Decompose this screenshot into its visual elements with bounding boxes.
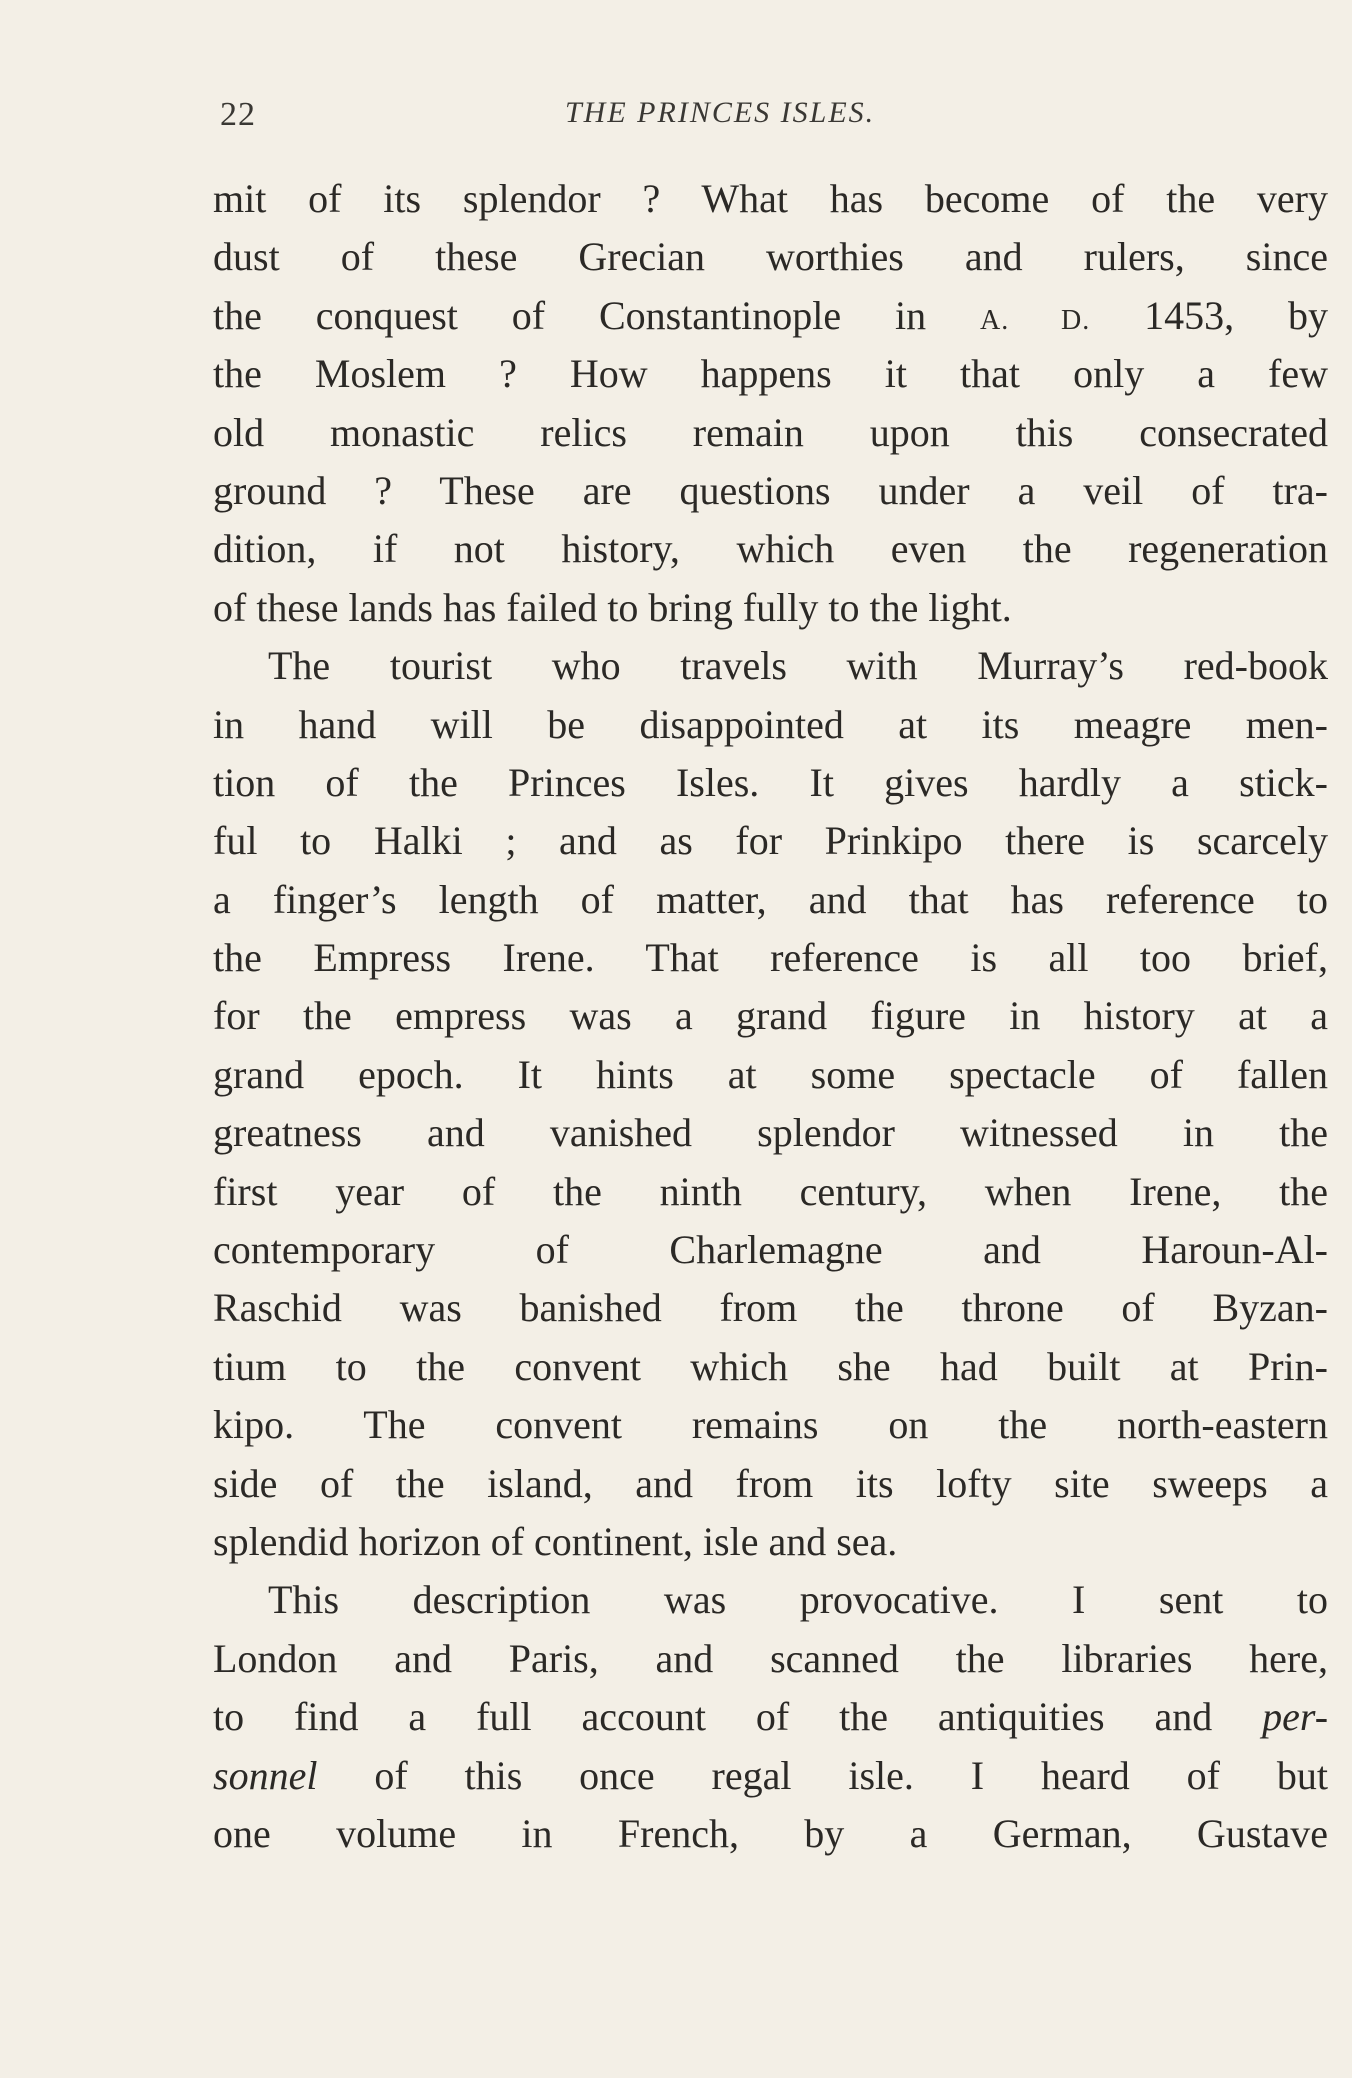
- text-line: [213, 287, 1328, 345]
- text-line: dust of these Grecian worthies and rulers, since: [213, 234, 1328, 280]
- text-line: the Moslem ? How happens it that only a few: [213, 351, 1328, 397]
- text-line: a finger’s length of matter, and that has reference to: [213, 876, 1328, 922]
- text-line: Raschid was banished from the throne of Byzan-: [213, 1285, 1328, 1331]
- running-head: [0, 96, 1352, 140]
- text-line: tion of the Princes Isles. It gives hardly a stick-: [213, 759, 1328, 805]
- text-segment: 1453, by: [1144, 292, 1328, 338]
- text-line: grand epoch. It hints at some spectacle of fallen: [213, 1051, 1328, 1097]
- text-line: one volume in French, by a German, Gustave: [213, 1810, 1328, 1856]
- text-line: mit of its splendor ? What has become of the very: [213, 176, 1328, 221]
- text-line: of these lands has failed to bring fully to the light.: [213, 584, 1012, 630]
- text-line: in hand will be disappointed at its meagre men-: [213, 701, 1328, 747]
- text-line: ful to Halki ; and as for Prinkipo there is scarcely: [213, 818, 1328, 864]
- text-line: The tourist who travels with Murray’s red-book: [268, 643, 1328, 689]
- body-text: [213, 170, 1328, 1863]
- text-line: tium to the convent which she had built at Prin-: [213, 1343, 1328, 1389]
- text-line: London and Paris, and scanned the libraries here,: [213, 1635, 1328, 1681]
- era-abbreviation: A. D.: [979, 304, 1091, 336]
- italic-word: per-: [1262, 1694, 1328, 1740]
- running-title: THE PRINCES ISLES.: [565, 96, 876, 129]
- text-line: [213, 1747, 1328, 1805]
- text-line: first year of the ninth century, when Irene, the: [213, 1168, 1328, 1214]
- text-line: side of the island, and from its lofty site sweeps a: [213, 1460, 1328, 1506]
- text-line: ground ? These are questions under a veil of tra-: [213, 467, 1328, 513]
- text-line: This description was provocative. I sent to: [268, 1577, 1328, 1623]
- text-segment: the conquest of Constantinople in: [213, 292, 927, 338]
- text-line: dition, if not history, which even the regeneration: [213, 526, 1328, 572]
- text-line: the Empress Irene. That reference is all too brief,: [213, 935, 1328, 981]
- text-line: old monastic relics remain upon this consecrated: [213, 409, 1328, 455]
- italic-word: sonnel: [213, 1752, 318, 1798]
- text-line: greatness and vanished splendor witnessed in the: [213, 1110, 1328, 1156]
- text-line: splendid horizon of continent, isle and sea.: [213, 1518, 898, 1564]
- text-segment: to find a full account of the antiquities and: [213, 1694, 1213, 1740]
- text-line: [213, 1688, 1328, 1746]
- text-line: contemporary of Charlemagne and Haroun-Al-: [213, 1227, 1328, 1273]
- text-line: kipo. The convent remains on the north-eastern: [213, 1402, 1328, 1448]
- text-segment: of this once regal isle. I heard of but: [374, 1752, 1328, 1798]
- text-line: for the empress was a grand figure in history at a: [213, 993, 1328, 1039]
- page-number: 22: [220, 96, 256, 133]
